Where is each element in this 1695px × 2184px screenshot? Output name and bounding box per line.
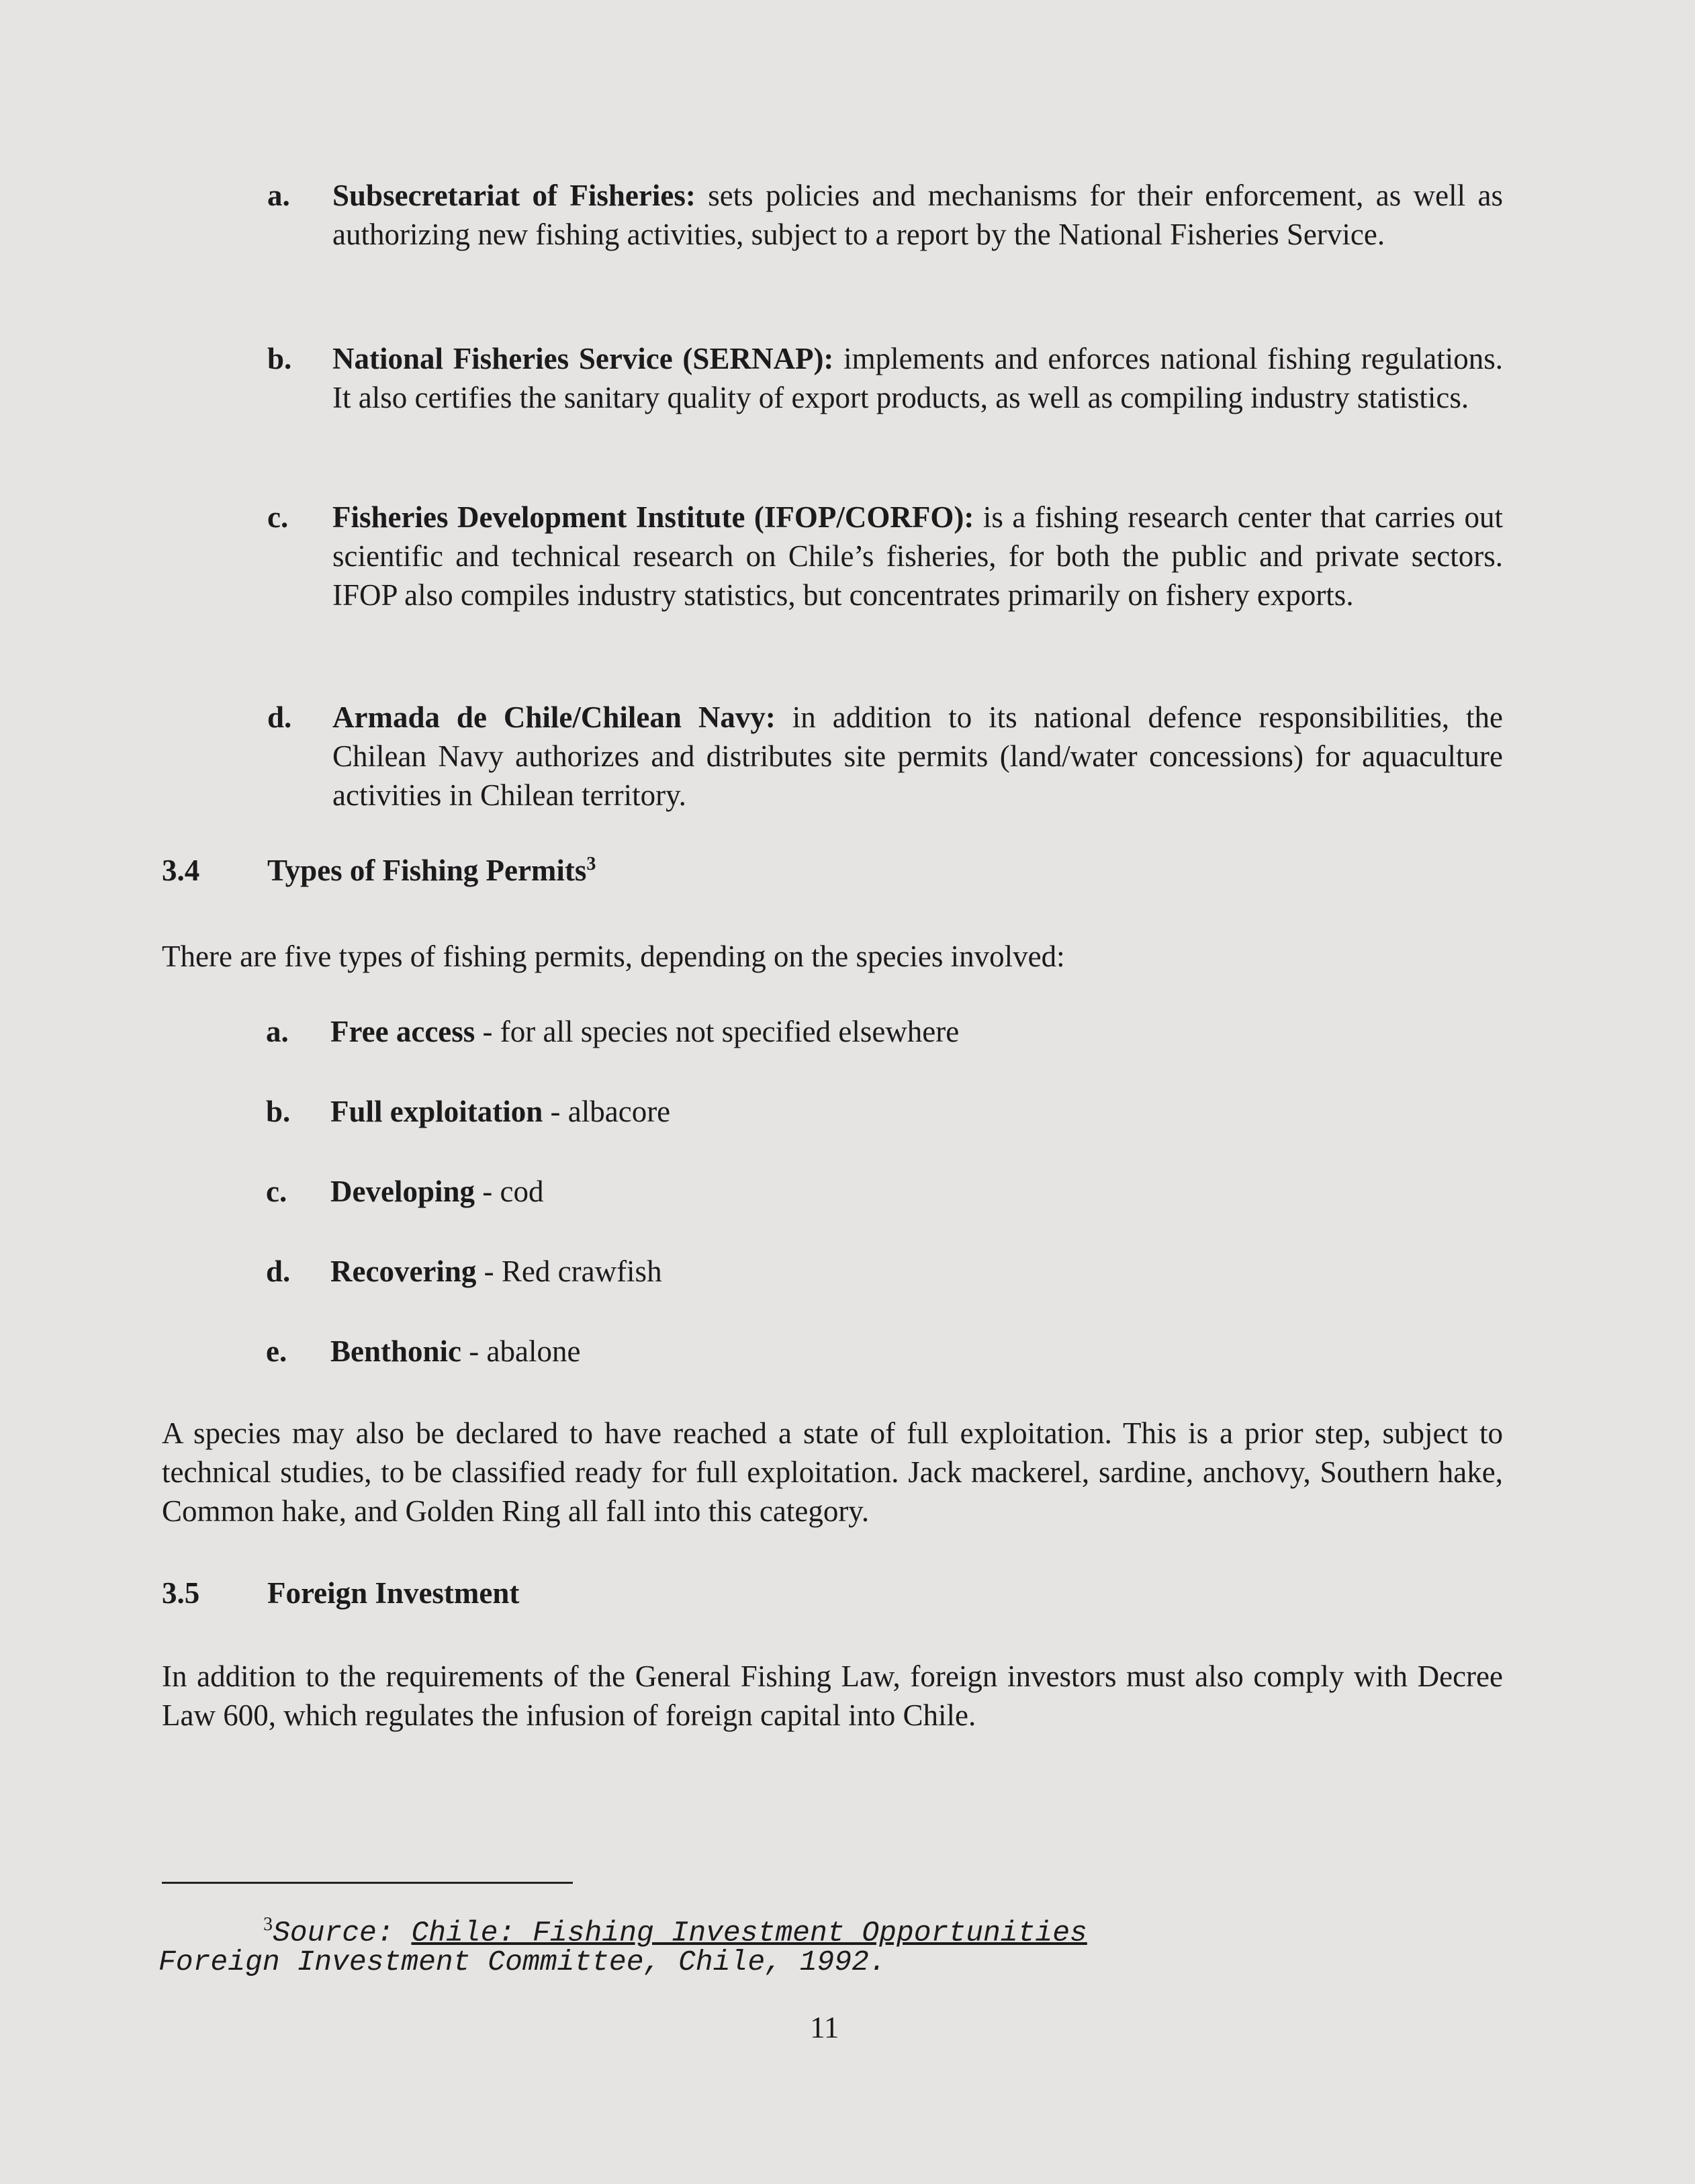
agency-name: Fisheries Development Institute (IFOP/CORFO): bbox=[332, 500, 974, 534]
footnote-mark: 3 bbox=[263, 1914, 273, 1935]
footnote-divider bbox=[162, 1882, 573, 1884]
agency-description: sets policies and mechanisms for their enforcement, as well as authorizing new fishing activities, subject to a report by the National Fisheries Service. bbox=[332, 179, 1503, 251]
list-letter: c. bbox=[267, 500, 289, 534]
permit-text bbox=[330, 1012, 959, 1051]
agency-name: Subsecretariat of Fisheries: bbox=[332, 179, 696, 212]
footnote-label: Source: bbox=[273, 1916, 394, 1950]
permit-text bbox=[330, 1332, 580, 1371]
agency-text bbox=[332, 176, 1503, 254]
permit-description: - cod bbox=[475, 1175, 544, 1208]
section-number: 3.4 bbox=[162, 854, 200, 887]
agency-description: in addition to its national defence responsibilities, the Chilean Navy authorizes and distributes site permits (land/water concessions) for aquaculture activities in Chilean territory. bbox=[332, 700, 1504, 812]
agency-description: is a fishing research center that carries out scientific and technical research on Chile’s fisheries, for both the public and private sectors. IFOP also compiles industry statistics, but concentrates primarily on fishery exports. bbox=[332, 500, 1503, 612]
footnote-ref: 3 bbox=[586, 854, 596, 874]
permit-name: Recovering bbox=[330, 1255, 477, 1288]
permit-name: Developing bbox=[330, 1175, 475, 1208]
permits-intro: There are five types of fishing permits, depending on the species involved: bbox=[162, 940, 1065, 973]
permit-name: Free access bbox=[330, 1015, 475, 1048]
list-letter: a. bbox=[267, 179, 290, 212]
page-number: 11 bbox=[810, 2011, 839, 2044]
section-title-text: Types of Fishing Permits bbox=[267, 854, 587, 887]
list-letter: c. bbox=[266, 1175, 287, 1208]
permit-description: - Red crawfish bbox=[476, 1255, 662, 1288]
agency-text bbox=[332, 698, 1503, 815]
permit-text bbox=[330, 1092, 670, 1131]
list-letter: e. bbox=[266, 1334, 287, 1368]
section-title: Foreign Investment bbox=[267, 1576, 520, 1610]
permit-text bbox=[330, 1172, 543, 1211]
section-title bbox=[267, 851, 596, 890]
full-exploitation-paragraph: A species may also be declared to have reached a state of full exploitation. This is a prior step, subject to technical studies, to be classified ready for full exploitation. Jack mackerel, sardine, anchovy, Southern hake, Common hake, and Golden Ring all fall into this category. bbox=[162, 1416, 1503, 1528]
agency-description: implements and enforces national fishing regulations. It also certifies the sanitary quality of export products, as well as compiling industry statistics. bbox=[332, 342, 1503, 414]
permit-name: Benthonic bbox=[330, 1334, 462, 1368]
permit-description: - abalone bbox=[461, 1334, 581, 1368]
list-letter: d. bbox=[266, 1255, 291, 1288]
list-letter: d. bbox=[267, 700, 292, 734]
footnote-line-2: Foreign Investment Committee, Chile, 1992. bbox=[158, 1946, 886, 1978]
permit-text bbox=[330, 1252, 662, 1291]
agency-text bbox=[332, 498, 1503, 615]
permit-description: - for all species not specified elsewhere bbox=[475, 1015, 960, 1048]
foreign-investment-paragraph: In addition to the requirements of the General Fishing Law, foreign investors must also comply with Decree Law 600, which regulates the infusion of foreign capital into Chile. bbox=[162, 1659, 1503, 1732]
section-number: 3.5 bbox=[162, 1576, 200, 1610]
list-letter: a. bbox=[266, 1015, 289, 1048]
list-letter: b. bbox=[267, 342, 292, 375]
agency-text bbox=[332, 339, 1503, 417]
permit-description: - albacore bbox=[543, 1095, 671, 1128]
permit-name: Full exploitation bbox=[330, 1095, 543, 1128]
agency-name: Armada de Chile/Chilean Navy: bbox=[332, 700, 776, 734]
agency-name: National Fisheries Service (SERNAP): bbox=[332, 342, 834, 375]
list-letter: b. bbox=[266, 1095, 291, 1128]
footnote-source-title: Chile: Fishing Investment Opportunities bbox=[411, 1916, 1087, 1950]
